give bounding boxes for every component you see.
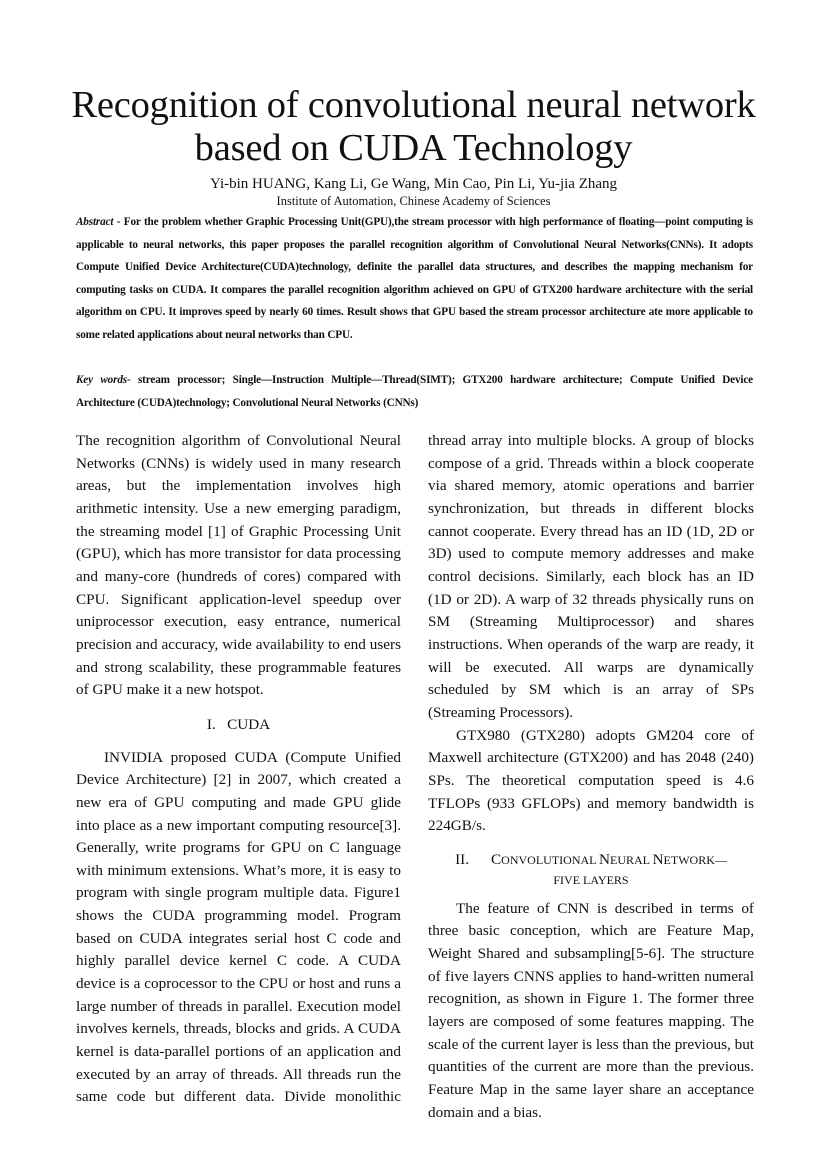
right-column <box>428 430 754 1124</box>
cuda-paragraph-continued: thread array into multiple blocks. A group of blocks compose of a grid. Threads within a block cooperate via shared memory, atomic operations and barrier synchronization, but threads in different blocks cannot cooperate. Every thread has an ID (1D, 2D or 3D) used to compute memory addresses and make control decisions. Similarly, each block has an ID (1D or 2D). A warp of 32 threads physically runs on SM (Streaming Multiprocessor) and shares instructions. When operands of the warp are ready, it will be executed. All warps are dynamically scheduled by SM which is an array of SPs (Streaming Processors). <box>428 432 754 721</box>
section-heading-cnn: II. CONVOLUTIONAL NEURAL NETWORK— FIVE LAYERS <box>455 850 727 887</box>
section-subtitle: FIVE LAYERS <box>553 872 629 887</box>
cuda-paragraph: INVIDIA proposed CUDA (Compute Unified Device Architecture) [2] in 2007, which created a new era of GPU computing and made GPU glide into place as a new important computing resource[3]. Generally, write programs for GPU on C language with minimum extensions. What’s more, it is easy to program with single program multiple data. Figure1 shows the CUDA programming model. Program based on CUDA integrates serial host C code and highly parallel device kernel C code. A CUDA device is a coprocessor to the CPU or host and runs a large number of threads in parallel. Execution model involves kernels, threads, blocks and grids. A CUDA kernel is data-parallel portions of an application and executed by an array of threads. All threads run the same code but different data. Divide monolithic <box>76 748 401 1106</box>
abstract-text: - For the problem whether Graphic Processing Unit(GPU),the stream processor with high performance of floating—point computing is applicable to neural networks, this paper proposes the parallel recognition algorithm of Convolutional Neural Networks(CNNs). It adopts Compute Unified Device Architecture(CUDA)technology, definite the parallel data structures, and describes the mapping mechanism for computing tasks on CUDA. It compares the parallel recognition algorithm achieved on GPU of GTX200 hardware architecture with the serial algorithm on CPU. It improves speed by nearly 60 times. Result shows that GPU based the stream processor architecture ate more applicable to some related applications about neural networks than CPU. <box>76 216 753 341</box>
authors: Yi-bin HUANG, Kang Li, Ge Wang, Min Cao, Pin Li, Yu-jia Zhang <box>209 176 618 192</box>
title-line-2: based on CUDA Technology <box>194 127 633 169</box>
section-number: II. <box>455 850 470 868</box>
left-column <box>76 430 401 1109</box>
affiliation: Institute of Automation, Chinese Academy of Sciences <box>276 194 551 208</box>
cnn-paragraph: The feature of CNN is described in terms of three basic conception, which are Feature Map, Weight Shared and subsampling[5-6]. The structure of five layers CNNS applies to hand-written numeral recognition, as shown in Figure 1. The former three layers are composed of some features mapping. The scale of the current layer is less than the previous, but quantities of the current are more than the previous. Feature Map in the same layer share an acceptance domain and a bias. <box>428 899 755 1121</box>
title-line-1: Recognition of convolutional neural network <box>71 84 756 126</box>
gtx-paragraph: GTX980 (GTX280) adopts GM204 core of Maxwell architecture (GTX200) and has 2048 (240) SPs. The theoretical computation speed is 4.6 TFLOPs (933 GFLOPs) and memory bandwidth is 224GB/s. <box>428 726 754 835</box>
paper-title <box>0 84 827 170</box>
abstract <box>76 211 753 347</box>
intro-paragraph: The recognition algorithm of Convolutional Neural Networks (CNNs) is widely used in many research areas, but the implementation involves high arithmetic intensity. Use a new emerging paradigm, the streaming model [1] of Graphic Processing Unit (GPU), which has more transistor for data processing and many-core (hundreds of cores) compared with CPU. Significant application-level speedup over uniprocessor execution, easy entrance, numerical precision and accuracy, wide availability to end users and strong scalability, these programmable features of GPU make it a new hotspot. <box>76 432 401 699</box>
section-heading-cuda: I. CUDA <box>206 715 271 733</box>
keywords-text: - stream processor; Single—Instruction Multiple—Thread(SIMT); GTX200 hardware architecture; Compute Unified Device Architecture (CUDA)technology; Convolutional Neural Networks (CNNs) <box>76 374 753 409</box>
abstract-label: Abstract <box>76 216 114 228</box>
keywords-label: Key words <box>76 374 127 386</box>
keywords <box>76 369 753 414</box>
